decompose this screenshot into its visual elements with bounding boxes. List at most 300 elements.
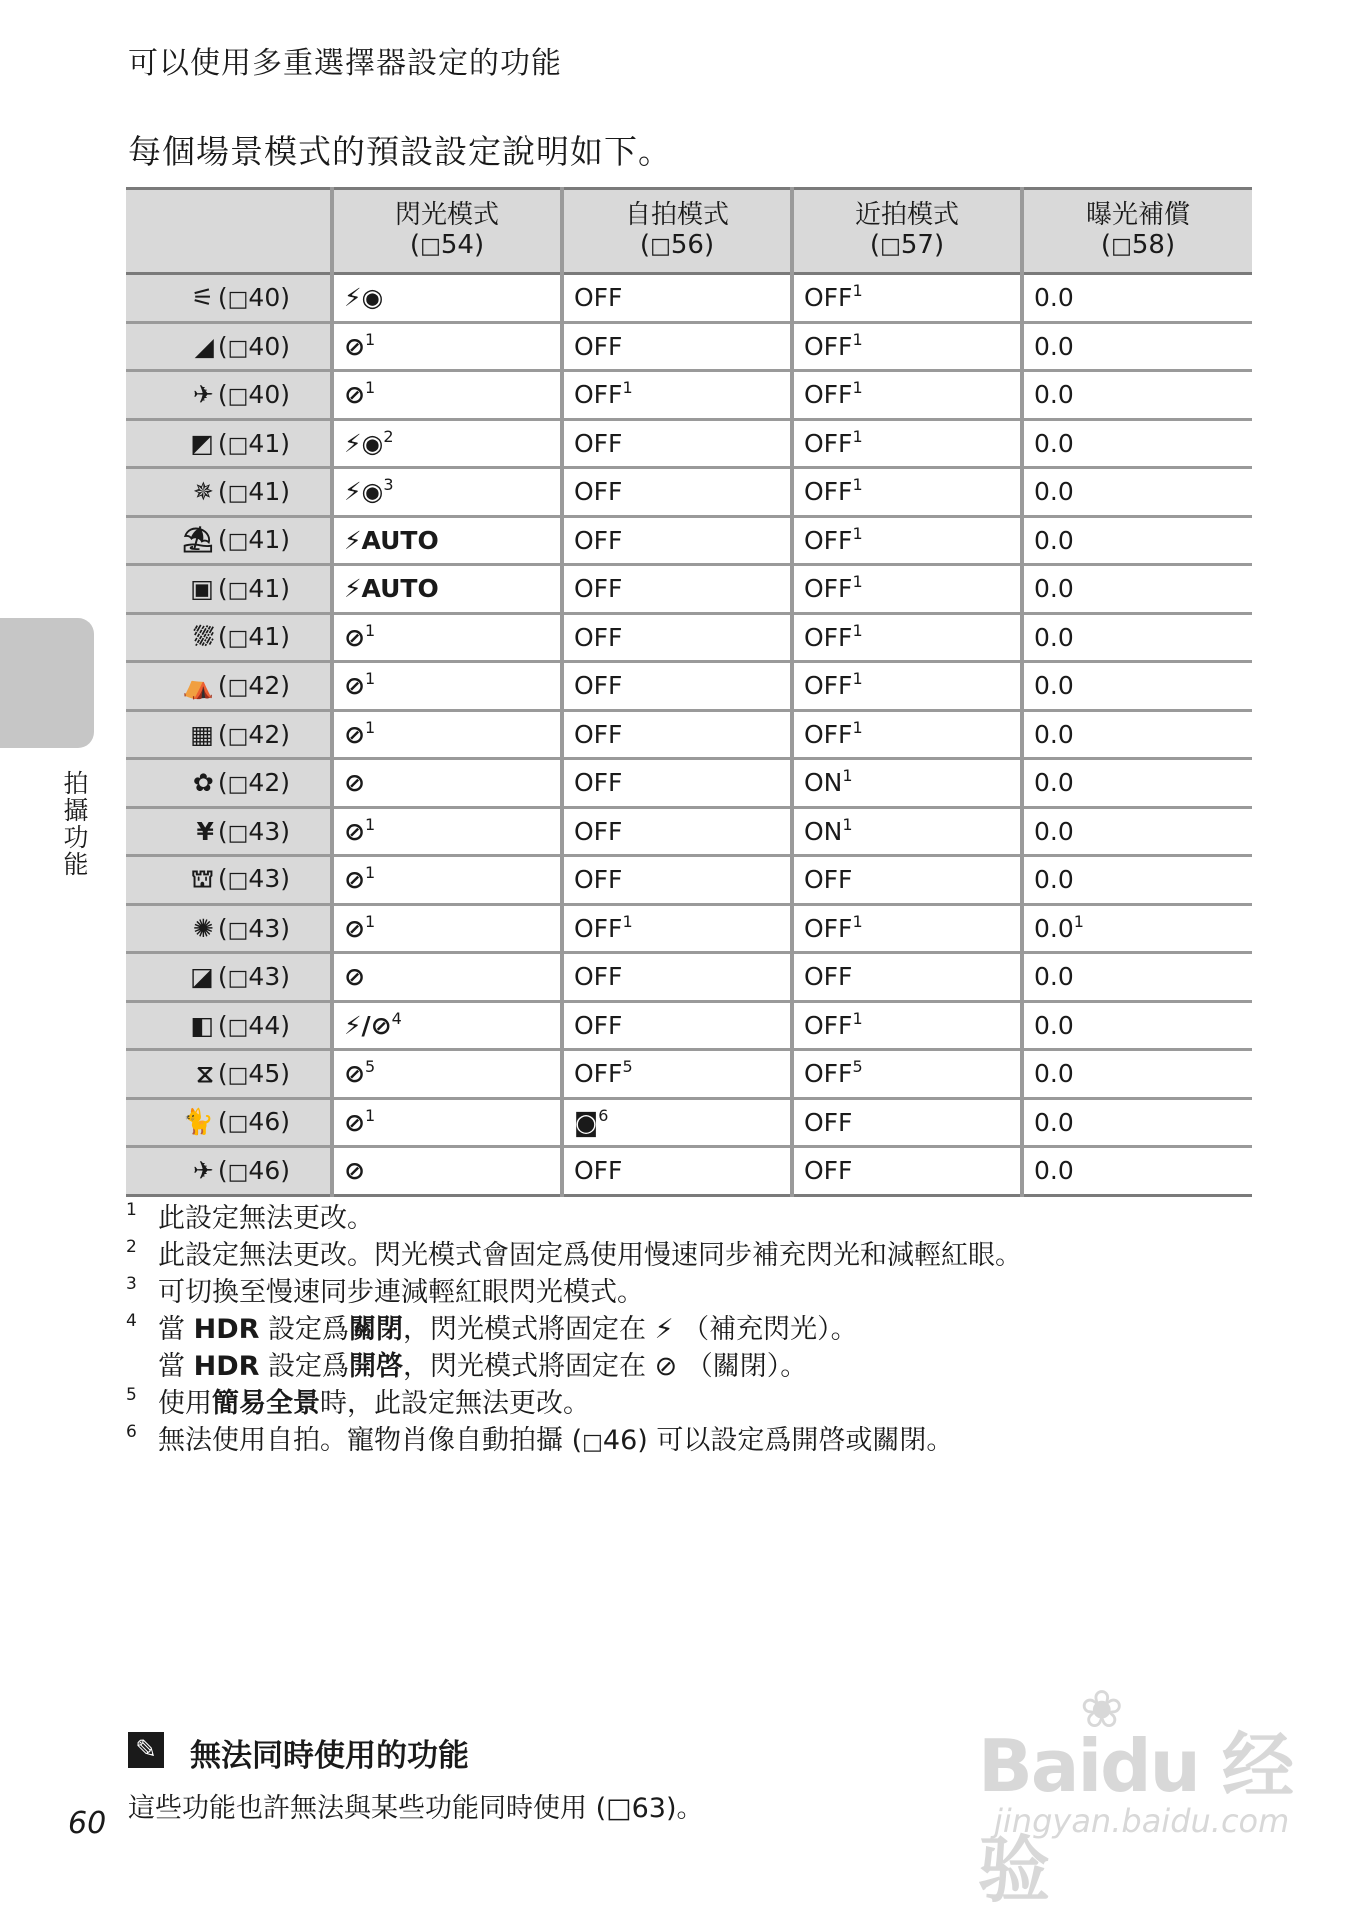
scene-page-ref: (□41) — [217, 428, 290, 458]
self-timer-cell — [562, 468, 792, 517]
column-ref: (□56) — [639, 230, 715, 260]
scene-page-ref: (□41) — [217, 574, 290, 604]
self-timer-value: OFF — [574, 1156, 623, 1186]
scene-page-ref: (□45) — [217, 1058, 290, 1088]
macro-value: OFF — [804, 1107, 853, 1137]
table-row — [126, 710, 1252, 759]
macro-mode-cell — [792, 710, 1022, 759]
exposure-comp-cell — [1022, 759, 1252, 808]
self-timer-value: OFF — [574, 816, 623, 846]
self-timer-value: OFF — [574, 719, 623, 749]
table-row — [126, 904, 1252, 953]
watermark — [970, 1680, 1300, 1912]
self-timer-value: OFF — [574, 913, 623, 943]
flash-off-icon: ⊘ — [344, 719, 365, 749]
food-icon: ¥ — [196, 816, 214, 846]
scene-mode-cell — [126, 565, 332, 614]
flash-mode-cell — [332, 371, 562, 420]
book-icon: □ — [1111, 234, 1132, 259]
flash-red-eye-icon: ⚡◉ — [344, 283, 384, 313]
self-timer-value: OFF — [574, 283, 623, 313]
book-icon: □ — [227, 1014, 249, 1040]
footnote-ref: 1 — [364, 669, 376, 689]
exposure-value: 0.0 — [1034, 816, 1074, 846]
column-header-3 — [792, 189, 1022, 274]
flash-auto-icon: ⚡AUTO — [344, 525, 439, 555]
flash-off-icon: ⊘ — [344, 671, 365, 701]
flash-mode-cell — [332, 1050, 562, 1099]
table-row — [126, 371, 1252, 420]
self-timer-cell — [562, 759, 792, 808]
flash-mode-cell — [332, 1098, 562, 1147]
scene-mode-cell — [126, 371, 332, 420]
self-timer-cell — [562, 613, 792, 662]
macro-value: OFF — [804, 1010, 853, 1040]
flash-red-eye-icon: ⚡◉ — [344, 477, 384, 507]
table-row — [126, 759, 1252, 808]
table-row — [126, 613, 1252, 662]
footnote-text: 46) 可以設定爲開啓或關閉。 — [602, 1425, 954, 1456]
scene-mode-cell — [126, 807, 332, 856]
footnote — [126, 1274, 1256, 1311]
footnote-text: 此設定無法更改。閃光模式會固定爲使用慢速同步補充閃光和減輕紅眼。 — [158, 1240, 1022, 1271]
flash-mode-cell — [332, 516, 562, 565]
flash-off-icon: ⊘ — [344, 816, 365, 846]
footnote-ref: 6 — [598, 1105, 609, 1125]
table-row — [126, 1098, 1252, 1147]
footnote-ref: 5 — [364, 1057, 376, 1077]
scene-mode-cell — [126, 274, 332, 323]
macro-value: OFF — [804, 428, 853, 458]
table-row — [126, 1001, 1252, 1050]
self-timer-cell — [562, 419, 792, 468]
table-row — [126, 322, 1252, 371]
page-header: 可以使用多重選擇器設定的功能 — [128, 46, 562, 81]
book-icon: □ — [227, 529, 249, 555]
self-timer-cell — [562, 856, 792, 905]
scene-page-ref: (□40) — [217, 331, 290, 361]
watermark-url: jingyan.baidu.com — [994, 1802, 1290, 1840]
self-timer-value: OFF — [574, 1010, 623, 1040]
book-icon: □ — [420, 234, 441, 259]
footnote-ref: 4 — [391, 1008, 402, 1028]
dusk-dawn-icon: ⛺ — [182, 670, 214, 700]
table-row — [126, 565, 1252, 614]
macro-value: OFF — [804, 962, 853, 992]
exposure-comp-cell — [1022, 807, 1252, 856]
exposure-value: 0.0 — [1034, 283, 1074, 313]
scene-page-ref: (□43) — [217, 816, 290, 846]
flash-mode-cell — [332, 953, 562, 1002]
beach-icon: ✵ — [192, 477, 214, 507]
self-timer-cell — [562, 953, 792, 1002]
footnote-text: 時，此設定無法更改。 — [320, 1388, 590, 1419]
footnote-ref: 1 — [1073, 911, 1084, 931]
scene-page-ref: (□43) — [217, 863, 290, 893]
scene-mode-cell — [126, 516, 332, 565]
self-timer-value: OFF — [574, 865, 623, 895]
flash-mode-cell — [332, 710, 562, 759]
footnote-text: 當 — [158, 1314, 194, 1345]
footnote-ref: 2 — [383, 426, 394, 446]
footnote-ref: 1 — [364, 911, 376, 931]
night-landscape-icon: ▦ — [190, 719, 214, 749]
header-row — [126, 189, 1252, 274]
easy-panorama-icon: ⧖ — [196, 1058, 214, 1088]
side-tab-label: 拍攝功能 — [60, 770, 89, 878]
exposure-value: 0.0 — [1034, 380, 1074, 410]
landscape-icon: ◢ — [194, 331, 214, 361]
exposure-comp-cell — [1022, 1098, 1252, 1147]
macro-mode-cell — [792, 1001, 1022, 1050]
scene-mode-cell — [126, 662, 332, 711]
book-icon: □ — [227, 917, 249, 943]
footnote-ref: 1 — [852, 572, 863, 592]
exposure-value: 0.0 — [1034, 428, 1074, 458]
exposure-comp-cell — [1022, 516, 1252, 565]
paw-icon: ❀ — [1080, 1680, 1124, 1740]
scene-page-ref: (□44) — [217, 1010, 290, 1040]
book-icon: □ — [650, 234, 671, 259]
self-timer-value: OFF — [574, 962, 623, 992]
table-row — [126, 1147, 1252, 1196]
footnote-ref: 1 — [852, 329, 863, 349]
footnotes — [126, 1200, 1256, 1461]
exposure-value: 0.0 — [1034, 477, 1074, 507]
book-icon: □ — [227, 287, 249, 313]
table-body — [126, 274, 1252, 1196]
exposure-comp-cell — [1022, 856, 1252, 905]
pet-portrait-icon: 🐈 — [182, 1107, 214, 1137]
book-icon: □ — [227, 578, 249, 604]
scene-mode-cell — [126, 953, 332, 1002]
flash-off-icon: ⊘ — [344, 913, 365, 943]
night-portrait-icon: ⚟ — [191, 283, 214, 313]
book-icon: □ — [227, 867, 249, 893]
flash-mode-cell — [332, 613, 562, 662]
book-icon: □ — [227, 626, 249, 652]
scene-page-ref: (□40) — [217, 380, 290, 410]
exposure-comp-cell — [1022, 468, 1252, 517]
scene-mode-cell — [126, 710, 332, 759]
macro-mode-cell — [792, 953, 1022, 1002]
footnote-number: 6 — [126, 1422, 137, 1442]
exposure-comp-cell — [1022, 953, 1252, 1002]
exposure-value: 0.0 — [1034, 913, 1074, 943]
self-timer-value: OFF — [574, 622, 623, 652]
macro-value: OFF — [804, 622, 853, 652]
page-number: 60 — [68, 1806, 107, 1841]
flash-auto-icon: ⚡AUTO — [344, 574, 439, 604]
close-up-icon: ✿ — [192, 768, 214, 798]
party-indoor-icon: ◩ — [190, 428, 214, 458]
flash-mode-cell — [332, 322, 562, 371]
book-icon: □ — [880, 234, 901, 259]
scene-page-ref: (□43) — [217, 962, 290, 992]
footnote-ref: 1 — [364, 378, 376, 398]
flash-off-icon: ⊘ — [344, 1107, 365, 1137]
book-icon: □ — [227, 1160, 249, 1186]
footnote-number: 3 — [126, 1274, 137, 1294]
footnote-ref: 5 — [622, 1057, 633, 1077]
self-timer-cell — [562, 807, 792, 856]
self-timer-cell — [562, 710, 792, 759]
self-timer-value: OFF — [574, 768, 623, 798]
exposure-value: 0.0 — [1034, 525, 1074, 555]
footnote-ref: 1 — [622, 378, 633, 398]
flash-mode-cell — [332, 274, 562, 323]
scene-page-ref: (□41) — [217, 622, 290, 652]
sports-icon: ✈ — [192, 380, 214, 410]
flash-off-icon: ⊘ — [344, 331, 365, 361]
book-icon: □ — [227, 384, 249, 410]
macro-mode-cell — [792, 371, 1022, 420]
footnote-ref: 1 — [364, 620, 376, 640]
scene-page-ref: (□41) — [217, 525, 290, 555]
book-icon: □ — [227, 481, 249, 507]
exposure-value: 0.0 — [1034, 1059, 1074, 1089]
column-ref: (□58) — [1100, 230, 1176, 260]
footnote-text: 此設定無法更改。 — [158, 1203, 374, 1234]
footnote-ref: 3 — [383, 475, 394, 495]
flash-mode-cell — [332, 468, 562, 517]
exposure-value: 0.0 — [1034, 768, 1074, 798]
table-row — [126, 468, 1252, 517]
intro-text: 每個場景模式的預設設定說明如下。 — [128, 132, 672, 171]
self-timer-cell — [562, 274, 792, 323]
flash-mode-cell — [332, 565, 562, 614]
exposure-comp-cell — [1022, 1147, 1252, 1196]
footnote — [126, 1311, 1256, 1348]
macro-mode-cell — [792, 1147, 1022, 1196]
book-icon: □ — [227, 966, 249, 992]
flash-off-icon: ⊘ — [344, 962, 365, 992]
footnote-text: 設定爲 — [259, 1351, 349, 1382]
flash-mode-cell — [332, 1147, 562, 1196]
flash-off-icon: ⊘ — [344, 622, 365, 652]
book-icon: □ — [227, 723, 249, 749]
macro-value: OFF — [804, 865, 853, 895]
macro-value: OFF — [804, 331, 853, 361]
scene-mode-cell — [126, 856, 332, 905]
flash-off-icon: ⊘ — [344, 865, 365, 895]
self-timer-value: OFF — [574, 525, 623, 555]
exposure-value: 0.0 — [1034, 622, 1074, 652]
macro-mode-cell — [792, 1098, 1022, 1147]
scene-page-ref: (□42) — [217, 768, 290, 798]
macro-value: OFF — [804, 574, 853, 604]
macro-mode-cell — [792, 322, 1022, 371]
scene-page-ref: (□46) — [217, 1107, 290, 1137]
exposure-comp-cell — [1022, 274, 1252, 323]
footnote-ref: 1 — [852, 378, 863, 398]
flash-off-icon: ⊘ — [344, 1059, 365, 1089]
exposure-comp-cell — [1022, 904, 1252, 953]
macro-mode-cell — [792, 662, 1022, 711]
table-row — [126, 856, 1252, 905]
column-title: 閃光模式 — [394, 200, 499, 230]
sunset-icon: ⛆ — [193, 622, 214, 652]
exposure-value: 0.0 — [1034, 574, 1074, 604]
footnote-number: 5 — [126, 1385, 137, 1405]
book-icon: □ — [582, 1430, 603, 1455]
exposure-value: 0.0 — [1034, 865, 1074, 895]
watermark-logo: Baidu 经验 — [978, 1724, 1293, 1912]
self-timer-cell — [562, 565, 792, 614]
self-timer-cell — [562, 371, 792, 420]
flash-mode-cell — [332, 856, 562, 905]
macro-value: OFF — [804, 477, 853, 507]
footnote-ref: 1 — [852, 1008, 863, 1028]
scene-page-ref: (□46) — [217, 1156, 290, 1186]
macro-mode-cell — [792, 904, 1022, 953]
backlighting-icon: ◧ — [190, 1010, 214, 1040]
exposure-comp-cell — [1022, 1001, 1252, 1050]
exposure-comp-cell — [1022, 613, 1252, 662]
3d-photography-icon: ✈ — [192, 1156, 214, 1186]
scene-page-ref: (□42) — [217, 670, 290, 700]
scene-settings-table — [126, 187, 1252, 1197]
flash-mode-cell — [332, 662, 562, 711]
macro-mode-cell — [792, 807, 1022, 856]
column-header-0 — [126, 189, 332, 274]
footnote-ref: 1 — [852, 281, 863, 301]
scene-mode-cell — [126, 419, 332, 468]
self-timer-cell — [562, 1001, 792, 1050]
macro-value: OFF — [804, 1156, 853, 1186]
macro-value: ON — [804, 816, 843, 846]
footnote-ref: 1 — [364, 814, 376, 834]
footnote-ref: 1 — [852, 620, 863, 640]
footnote-text: 可切換至慢速同步連減輕紅眼閃光模式。 — [158, 1277, 644, 1308]
exposure-comp-cell — [1022, 1050, 1252, 1099]
macro-value: OFF — [804, 913, 853, 943]
footnote-number: 1 — [126, 1200, 137, 1220]
self-timer-value: OFF — [574, 574, 623, 604]
table-row — [126, 1050, 1252, 1099]
scene-mode-cell — [126, 468, 332, 517]
macro-mode-cell — [792, 613, 1022, 662]
scene-mode-cell — [126, 904, 332, 953]
black-white-copy-icon: ◪ — [190, 962, 214, 992]
footnote — [126, 1237, 1256, 1274]
flash-mode-cell — [332, 904, 562, 953]
portrait-icon: ▣ — [190, 574, 214, 604]
footnote-text: ，閃光模式將固定在 ⚡ （補充閃光）。 — [403, 1314, 858, 1345]
scene-mode-cell — [126, 1147, 332, 1196]
scene-mode-cell — [126, 322, 332, 371]
footnote-number: 2 — [126, 1237, 137, 1257]
column-ref: (□54) — [409, 230, 485, 260]
footnote-ref: 1 — [364, 1105, 376, 1125]
footnote-text: HDR — [193, 1314, 260, 1345]
flash-mode-cell — [332, 1001, 562, 1050]
exposure-value: 0.0 — [1034, 331, 1074, 361]
table-row — [126, 419, 1252, 468]
scene-page-ref: (□41) — [217, 477, 290, 507]
exposure-comp-cell — [1022, 322, 1252, 371]
self-timer-cell — [562, 1147, 792, 1196]
macro-value: ON — [804, 768, 843, 798]
footnote-ref: 1 — [852, 475, 863, 495]
book-icon: □ — [227, 1111, 249, 1137]
book-icon: □ — [227, 674, 249, 700]
self-timer-cell — [562, 1050, 792, 1099]
footnote-ref: 1 — [364, 329, 376, 349]
exposure-value: 0.0 — [1034, 671, 1074, 701]
flash-off-icon: ⊘ — [344, 768, 365, 798]
flash-fill-or-off-icon: ⚡/⊘ — [344, 1010, 392, 1040]
table-row — [126, 953, 1252, 1002]
self-timer-cell — [562, 322, 792, 371]
pet-auto-release-icon: ◙ — [574, 1107, 599, 1137]
footnote-text: HDR — [193, 1351, 260, 1382]
note-heading: 無法同時使用的功能 — [190, 1738, 469, 1774]
footnote-ref: 1 — [852, 669, 863, 689]
footnote-ref: 1 — [364, 717, 376, 737]
macro-mode-cell — [792, 1050, 1022, 1099]
footnote — [126, 1200, 1256, 1237]
footnote-ref: 1 — [364, 863, 376, 883]
scene-mode-cell — [126, 1001, 332, 1050]
column-title: 曝光補償 — [1085, 200, 1190, 230]
flash-red-eye-icon: ⚡◉ — [344, 428, 384, 458]
macro-mode-cell — [792, 274, 1022, 323]
macro-mode-cell — [792, 759, 1022, 808]
exposure-value: 0.0 — [1034, 1010, 1074, 1040]
museum-icon: ⛫ — [190, 863, 214, 893]
exposure-value: 0.0 — [1034, 719, 1074, 749]
self-timer-value: OFF — [574, 428, 623, 458]
footnote — [126, 1422, 1256, 1461]
column-header-1 — [332, 189, 562, 274]
footnote-ref: 1 — [852, 523, 863, 543]
exposure-comp-cell — [1022, 662, 1252, 711]
footnote-ref: 1 — [622, 911, 633, 931]
pencil-note-icon: ✎ — [128, 1732, 164, 1768]
flash-mode-cell — [332, 759, 562, 808]
footnote-ref: 1 — [842, 766, 853, 786]
scene-mode-cell — [126, 1050, 332, 1099]
macro-mode-cell — [792, 565, 1022, 614]
footnote-text: 使用 — [158, 1388, 212, 1419]
macro-value: OFF — [804, 380, 853, 410]
exposure-value: 0.0 — [1034, 962, 1074, 992]
table-row — [126, 274, 1252, 323]
column-title: 近拍模式 — [854, 200, 959, 230]
flash-mode-cell — [332, 807, 562, 856]
exposure-comp-cell — [1022, 371, 1252, 420]
macro-value: OFF — [804, 283, 853, 313]
footnote-text: 設定爲 — [259, 1314, 349, 1345]
self-timer-cell — [562, 516, 792, 565]
footnote-number: 4 — [126, 1311, 137, 1331]
scene-mode-cell — [126, 613, 332, 662]
footnote-ref: 5 — [852, 1057, 863, 1077]
fireworks-icon: ✺ — [192, 913, 214, 943]
macro-value: OFF — [804, 671, 853, 701]
self-timer-cell — [562, 662, 792, 711]
column-title: 自拍模式 — [624, 200, 729, 230]
footnote-text: ，閃光模式將固定在 ⊘ （關閉）。 — [403, 1351, 808, 1382]
book-icon: □ — [227, 432, 249, 458]
macro-value: OFF — [804, 525, 853, 555]
macro-value: OFF — [804, 719, 853, 749]
macro-mode-cell — [792, 856, 1022, 905]
side-tab — [0, 618, 94, 748]
exposure-value: 0.0 — [1034, 1156, 1074, 1186]
column-header-4 — [1022, 189, 1252, 274]
